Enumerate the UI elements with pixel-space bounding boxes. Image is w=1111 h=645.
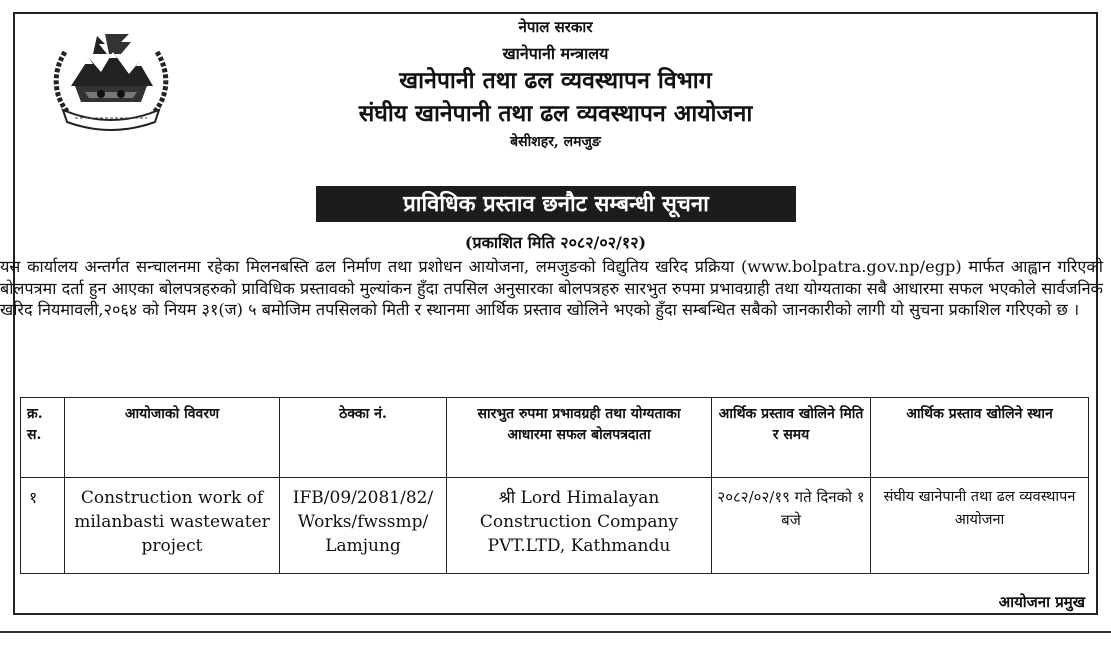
cell-sn: १ bbox=[21, 478, 65, 574]
notice-body: यस कार्यालय अन्तर्गत सन्चालनमा रहेका मिलनबस्ति ढल निर्माण तथा प्रशोधन आयोजना, लमजुङको विद्युतिय खरिद प्रक्रिया (www.bolpatra.gov.np/egp) मार्फत आह्वान गरिएको बोलपत्रमा दर्ता हुन आएका बोलपत्रहरुको प्राविधिक प्रस्तावको मुल्यांकन हुँदा तपसिल अनुसारका बोलपत्रहरु सारभुत रुपमा प्रभावग्राही तथा योग्यताका सबै आधारमा सफल भएकोले सार्वजनिक खरिद नियमावली,२०६४ को नियम ३१(ज) ५ बमोजिम तपसिलको मिती र स्थानमा आर्थिक प्रस्ताव खोलिने भएको हुँदा सम्बन्धित सबैको जानकारीको लागी यो सुचना प्रकाशिल गरिएको छ । bbox=[0, 257, 1103, 319]
col-header-sn: क्र. स. bbox=[21, 398, 65, 478]
government-heading: नेपाल सरकार bbox=[518, 18, 593, 36]
cell-bidder: श्री Lord Himalayan Construction Company PVT.LTD, Kathmandu bbox=[447, 478, 712, 574]
cell-description: Construction work of milanbasti wastewater project bbox=[65, 478, 280, 574]
cell-contract-no: IFB/09/2081/82/ Works/fwssmp/ Lamjung bbox=[280, 478, 447, 574]
col-header-place: आर्थिक प्रस्ताव खोलिने स्थान bbox=[871, 398, 1089, 478]
cell-place: संघीय खानेपानी तथा ढल व्यवस्थापन आयोजना bbox=[871, 478, 1089, 574]
col-header-description: आयोजाको विवरण bbox=[65, 398, 280, 478]
notice-title: प्राविधिक प्रस्ताव छनौट सम्बन्धी सूचना bbox=[316, 186, 796, 222]
project-heading: संघीय खानेपानी तथा ढल व्यवस्थापन आयोजना bbox=[358, 100, 753, 127]
signature-label: आयोजना प्रमुख bbox=[998, 593, 1085, 611]
cell-date-time: २०८२/०२/१९ गते दिनको १ बजे bbox=[712, 478, 871, 574]
col-header-date-time: आर्थिक प्रस्ताव खोलिने मिति र समय bbox=[712, 398, 871, 478]
col-header-contract-no: ठेक्का नं. bbox=[280, 398, 447, 478]
tender-table bbox=[20, 397, 1089, 574]
location-heading: बेसीशहर, लमजुङ bbox=[510, 134, 601, 150]
published-date: (प्रकाशित मिति २०८२/०२/१२) bbox=[464, 233, 647, 252]
table-row bbox=[21, 478, 1089, 574]
bottom-divider bbox=[0, 631, 1111, 633]
table-header-row bbox=[21, 398, 1089, 478]
ministry-heading: खानेपानी मन्त्रालय bbox=[502, 44, 609, 63]
col-header-bidder: सारभुत रुपमा प्रभावग्रही तथा योग्यताका आधारमा सफल बोलपत्रदाता bbox=[447, 398, 712, 478]
department-heading: खानेपानी तथा ढल व्यवस्थापन विभाग bbox=[399, 67, 712, 94]
